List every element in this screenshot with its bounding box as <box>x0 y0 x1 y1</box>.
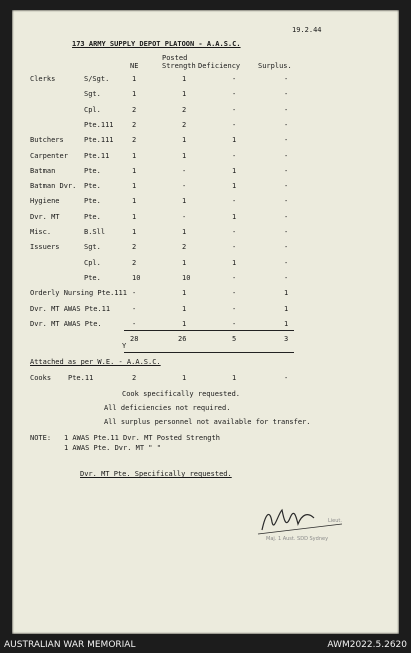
row-12-rank: Cpl. <box>84 258 101 267</box>
row-6-rank: Pte. <box>84 166 101 175</box>
row-5-ne: 1 <box>132 151 137 160</box>
document-page <box>12 10 399 634</box>
note-line-2: 1 AWAS Pte. Dvr. MT " " <box>64 444 161 452</box>
row-3-posted: 2 <box>182 120 187 129</box>
row-5-posted: 1 <box>182 151 187 160</box>
row-0-rank: S/Sgt. <box>84 75 110 83</box>
row-8-def: - <box>232 197 237 206</box>
row-14-role: Orderly Nursing Pte.111 <box>30 289 127 298</box>
row-16-ne: - <box>132 319 137 328</box>
row-15-role: Dvr. MT AWAS Pte.11 <box>30 304 111 313</box>
row-11-rank: Sgt. <box>84 243 101 252</box>
row-0-role: Clerks <box>30 75 56 83</box>
row-5-def: - <box>232 151 237 160</box>
row-4-sur: - <box>284 136 289 145</box>
total-mark: Y <box>122 342 127 350</box>
row-10-posted: 1 <box>182 228 187 236</box>
row-8-posted: 1 <box>182 197 187 206</box>
row-10-rank: B.Sll <box>84 228 106 236</box>
row-13-def: - <box>232 273 237 282</box>
row-14-sur: 1 <box>284 289 289 298</box>
row-14-posted: 1 <box>182 289 187 298</box>
row-9-ne: 1 <box>132 212 137 221</box>
row-5-rank: Pte.11 <box>84 151 110 160</box>
header-strength: Strength <box>162 62 196 70</box>
total-ne: 28 <box>130 335 139 343</box>
header-ne: NE <box>130 62 139 70</box>
row-13-posted: 10 <box>182 273 191 282</box>
row-6-sur: - <box>284 166 289 175</box>
cooks-rank: Pte.11 <box>68 374 94 382</box>
document-title: 173 ARMY SUPPLY DEPOT PLATOON - A.A.S.C. <box>72 40 241 48</box>
header-deficiency: Deficiency <box>198 62 241 70</box>
row-15-ne: - <box>132 304 137 313</box>
row-1-sur: - <box>284 90 289 99</box>
row-16-posted: 1 <box>182 319 187 328</box>
row-2-posted: 2 <box>182 105 187 114</box>
row-2-ne: 2 <box>132 105 137 114</box>
row-8-rank: Pte. <box>84 197 101 206</box>
row-8-ne: 1 <box>132 197 137 206</box>
row-4-def: 1 <box>232 136 237 145</box>
cooks-surplus: - <box>284 374 289 382</box>
row-6-role: Batman <box>30 166 56 175</box>
row-3-sur: - <box>284 120 289 129</box>
row-7-rank: Pte. <box>84 182 101 191</box>
cooks-role: Cooks <box>30 374 52 382</box>
attached-heading: Attached as per W.E. - A.A.S.C. <box>30 358 161 366</box>
total-posted: 26 <box>178 335 187 343</box>
note-cook: Cook specifically requested. <box>122 390 241 398</box>
row-4-rank: Pte.111 <box>84 136 114 145</box>
row-5-role: Carpenter <box>30 151 68 160</box>
row-9-sur: - <box>284 212 289 221</box>
row-0-def: - <box>232 75 237 83</box>
row-4-role: Butchers <box>30 136 64 145</box>
total-rule-top <box>124 330 294 331</box>
cooks-deficiency: 1 <box>232 374 237 382</box>
total-surplus: 3 <box>284 335 289 343</box>
row-0-sur: - <box>284 75 289 83</box>
row-7-ne: 1 <box>132 182 137 191</box>
row-0-posted: 1 <box>182 75 187 83</box>
row-13-rank: Pte. <box>84 273 101 282</box>
row-15-sur: 1 <box>284 304 289 313</box>
row-11-posted: 2 <box>182 243 187 252</box>
row-9-posted: - <box>182 212 187 221</box>
row-6-def: 1 <box>232 166 237 175</box>
total-rule-bottom <box>124 352 294 353</box>
row-0-ne: 1 <box>132 75 137 83</box>
row-11-ne: 2 <box>132 243 137 252</box>
row-11-sur: - <box>284 243 289 252</box>
note-deficiencies: All deficiencies not required. <box>104 404 231 412</box>
row-3-rank: Pte.111 <box>84 120 114 129</box>
row-9-def: 1 <box>232 212 237 221</box>
row-16-sur: 1 <box>284 319 289 328</box>
row-2-rank: Cpl. <box>84 105 101 114</box>
row-3-ne: 2 <box>132 120 137 129</box>
signature-rank: Lieut. <box>328 518 342 524</box>
header-surplus: Surplus. <box>258 62 292 70</box>
row-9-rank: Pte. <box>84 212 101 221</box>
row-4-posted: 1 <box>182 136 187 145</box>
row-7-posted: - <box>182 182 187 191</box>
row-15-def: - <box>232 304 237 313</box>
footer-right: AWM2022.5.2620 <box>327 640 407 650</box>
total-deficiency: 5 <box>232 335 237 343</box>
row-11-role: Issuers <box>30 243 60 252</box>
row-9-role: Dvr. MT <box>30 212 60 221</box>
note-surplus: All surplus personnel not available for transfer. <box>104 418 311 426</box>
row-13-sur: - <box>284 273 289 282</box>
row-5-sur: - <box>284 151 289 160</box>
row-12-ne: 2 <box>132 258 137 267</box>
cooks-posted: 1 <box>182 374 187 382</box>
row-12-posted: 1 <box>182 258 187 267</box>
header-posted: Posted <box>162 54 188 62</box>
row-16-def: - <box>232 319 237 328</box>
document-date: 19.2.44 <box>292 26 322 34</box>
final-line: Dvr. MT Pte. Specifically requested. <box>80 470 232 478</box>
note-label: NOTE: <box>30 434 52 442</box>
row-6-ne: 1 <box>132 166 137 175</box>
row-1-rank: Sgt. <box>84 90 101 99</box>
note-line-1: 1 AWAS Pte.11 Dvr. MT Posted Strength <box>64 434 220 442</box>
row-11-def: - <box>232 243 237 252</box>
row-8-sur: - <box>284 197 289 206</box>
row-6-posted: - <box>182 166 187 175</box>
row-1-posted: 1 <box>182 90 187 99</box>
row-14-ne: - <box>132 289 137 298</box>
row-12-def: 1 <box>232 258 237 267</box>
row-13-ne: 10 <box>132 273 141 282</box>
row-7-def: 1 <box>232 182 237 191</box>
row-10-ne: 1 <box>132 228 137 236</box>
row-14-def: - <box>232 289 237 298</box>
row-7-role: Batman Dvr. <box>30 182 77 191</box>
cooks-ne: 2 <box>132 374 137 382</box>
row-1-ne: 1 <box>132 90 137 99</box>
row-3-def: - <box>232 120 237 129</box>
row-8-role: Hygiene <box>30 197 60 206</box>
row-1-def: - <box>232 90 237 99</box>
row-10-role: Misc. <box>30 228 52 236</box>
row-15-posted: 1 <box>182 304 187 313</box>
row-2-sur: - <box>284 105 289 114</box>
row-10-sur: - <box>284 228 289 236</box>
row-16-role: Dvr. MT AWAS Pte. <box>30 319 102 328</box>
signature-stamp: Maj. 1 Aust. SDD Sydney <box>266 536 329 542</box>
row-7-sur: - <box>284 182 289 191</box>
row-4-ne: 2 <box>132 136 137 145</box>
row-2-def: - <box>232 105 237 114</box>
row-12-sur: - <box>284 258 289 267</box>
row-10-def: - <box>232 228 237 236</box>
footer-left: AUSTRALIAN WAR MEMORIAL <box>4 640 136 650</box>
